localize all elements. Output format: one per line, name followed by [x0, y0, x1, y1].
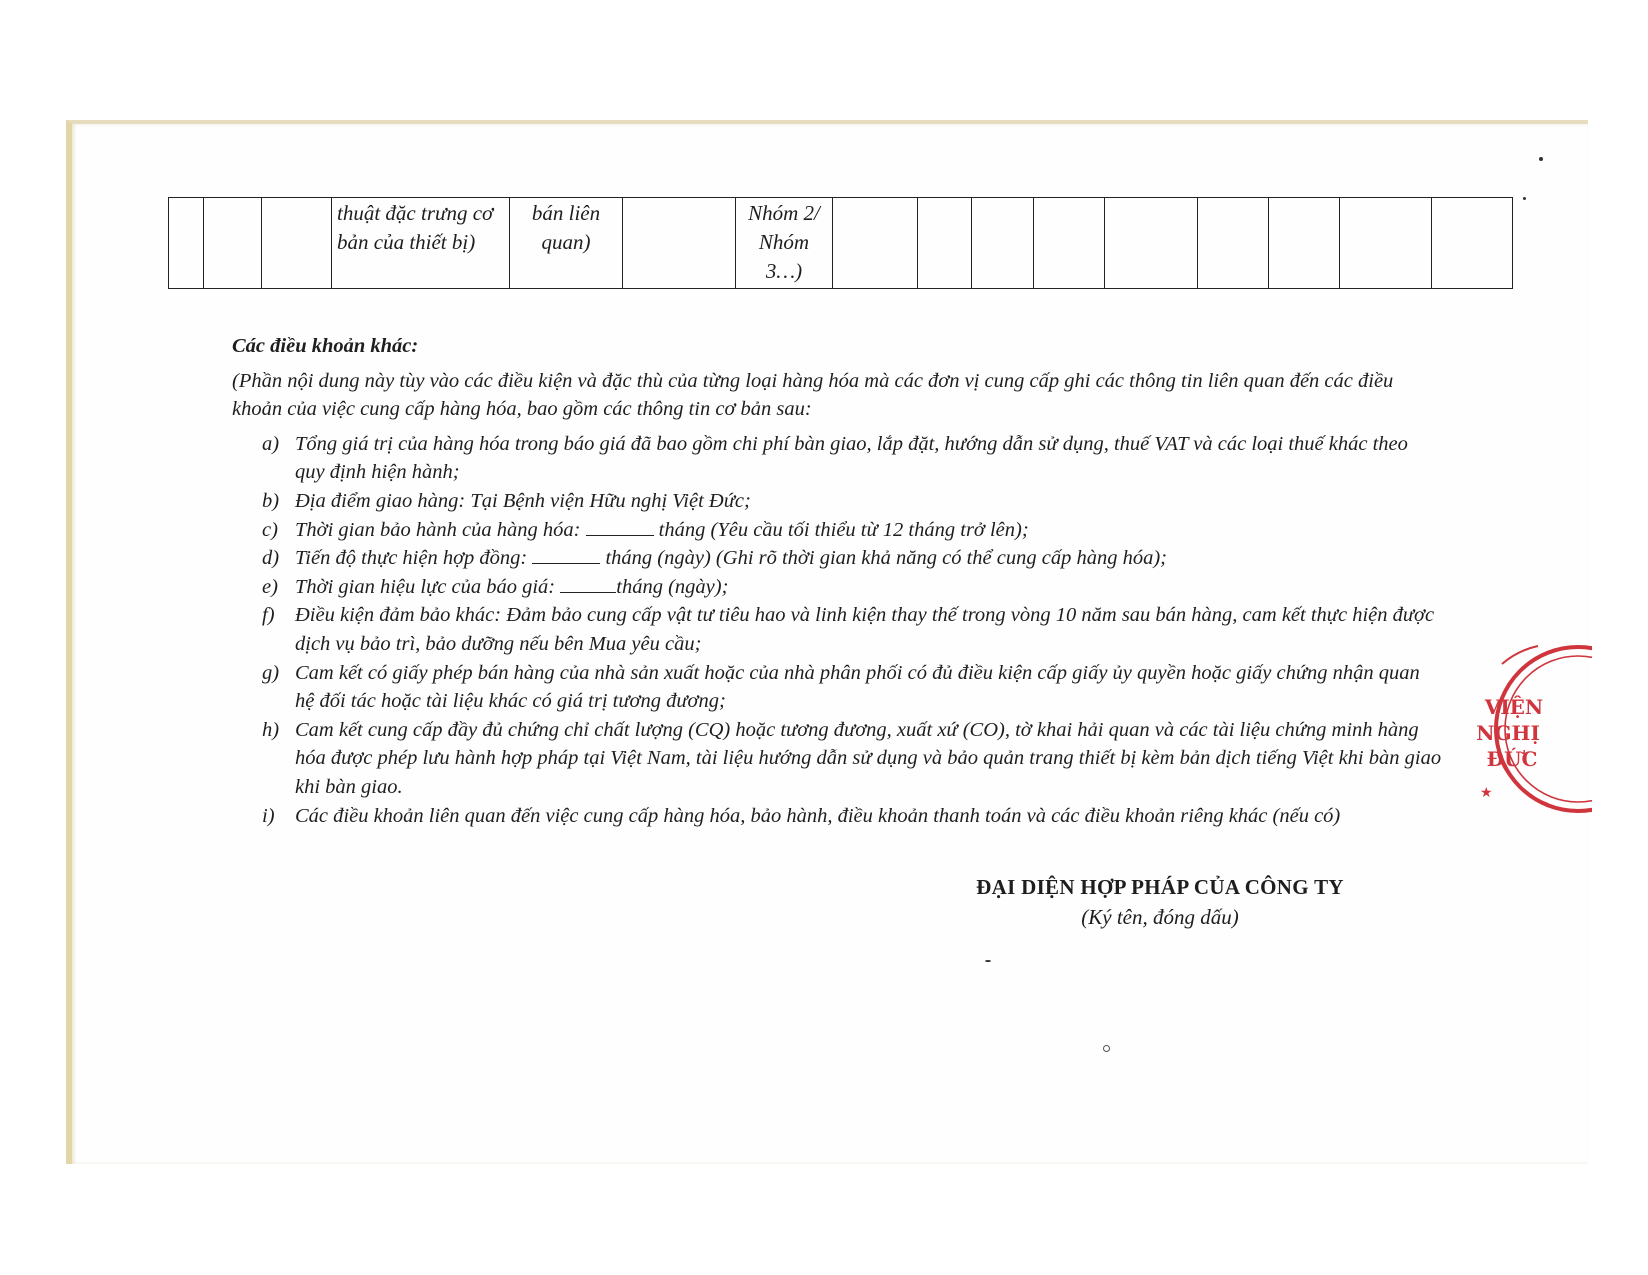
list-item: [262, 544, 1442, 573]
table-row: [169, 198, 1513, 289]
item-marker: b): [262, 489, 280, 512]
red-seal-stamp: [1468, 634, 1592, 824]
other-terms-section: [232, 332, 1442, 830]
signature-title: ĐẠI DIỆN HỢP PHÁP CỦA CÔNG TY: [976, 875, 1344, 899]
seal-graphic: [1468, 634, 1592, 824]
list-item: [262, 716, 1442, 802]
list-item: [262, 601, 1442, 658]
table-cell: [262, 198, 332, 289]
item-marker: f): [262, 604, 275, 627]
table-cell: [833, 198, 918, 289]
signature-note: (Ký tên, đóng dấu): [1081, 905, 1239, 929]
seal-text-line-1: VIỆN: [1484, 695, 1544, 719]
seal-text-line-2: NGHỊ: [1476, 721, 1540, 745]
item-marker: i): [262, 804, 275, 827]
item-marker: e): [262, 575, 278, 598]
list-item: [262, 430, 1442, 487]
item-text: Các điều khoản liên quan đến việc cung cấp hàng hóa, bảo hành, điều khoản thanh toán và các điều khoản riêng khác (nếu có): [295, 804, 1341, 827]
dust-speck: [985, 960, 991, 962]
item-marker: c): [262, 518, 278, 541]
table-cell-related: bán liên quan): [510, 198, 623, 289]
item-text: tháng (ngày) (Ghi rõ thời gian khả năng có thể cung cấp hàng hóa);: [600, 547, 1167, 570]
table-cell: [1034, 198, 1105, 289]
fill-in-blank: [532, 545, 600, 564]
table-cell: [1269, 198, 1340, 289]
item-text: tháng (ngày);: [616, 575, 729, 598]
item-text: Điều kiện đảm bảo khác: Đảm bảo cung cấp vật tư tiêu hao và linh kiện thay thế trong vòng 10 năm sau bán hàng, cam kết thực hiện được dịch vụ bảo trì, bảo dưỡng nếu bên Mua yêu cầu;: [295, 604, 1435, 655]
table-cell: [1340, 198, 1432, 289]
fill-in-blank: [586, 517, 654, 536]
dust-speck: [1103, 1045, 1110, 1052]
table-cell: [204, 198, 262, 289]
item-text: Tiến độ thực hiện hợp đồng:: [295, 547, 533, 570]
item-marker: a): [262, 432, 280, 455]
table-cell: [918, 198, 972, 289]
item-text: Thời gian hiệu lực của báo giá:: [295, 575, 561, 598]
item-marker: g): [262, 661, 280, 684]
dust-speck: [1539, 157, 1543, 161]
list-item: [262, 516, 1442, 545]
signature-block: [900, 872, 1420, 932]
table-cell: [1198, 198, 1269, 289]
table-cell: [1105, 198, 1198, 289]
item-marker: d): [262, 547, 280, 570]
table-cell: [623, 198, 736, 289]
item-text: Thời gian bảo hành của hàng hóa:: [295, 518, 586, 541]
table-cell: [972, 198, 1034, 289]
table-cell: [169, 198, 204, 289]
table-cell-group: Nhóm 2/ Nhóm 3…): [736, 198, 833, 289]
dust-speck: [1523, 197, 1526, 200]
item-text: Tổng giá trị của hàng hóa trong báo giá đã bao gồm chi phí bàn giao, lắp đặt, hướng dẫn sử dụng, thuế VAT và các loại thuế khác theo quy định hiện hành;: [295, 432, 1408, 484]
list-item: [262, 802, 1442, 831]
item-text: Địa điểm giao hàng: Tại Bệnh viện Hữu nghị Việt Đức;: [295, 489, 751, 512]
fill-in-blank: [560, 574, 616, 593]
list-item: [262, 659, 1442, 716]
terms-list: [232, 430, 1442, 830]
list-item: [262, 487, 1442, 516]
section-intro: (Phần nội dung này tùy vào các điều kiện và đặc thù của từng loại hàng hóa mà các đơn vị cung cấp ghi các thông tin liên quan đến các điều khoản của việc cung cấp hàng hóa, bao gồm các thông tin cơ bản sau:: [232, 369, 1394, 421]
table-cell-tech-spec: thuật đặc trưng cơ bản của thiết bị): [332, 198, 510, 289]
item-text: tháng (Yêu cầu tối thiểu từ 12 tháng trở lên);: [653, 518, 1029, 541]
star-icon: ★: [1480, 785, 1493, 801]
list-item: [262, 573, 1442, 602]
item-text: Cam kết cung cấp đầy đủ chứng chỉ chất lượng (CQ) hoặc tương đương, xuất xứ (CO), tờ khai hải quan và các tài liệu chứng minh hàng hóa được phép lưu hành hợp pháp tại Việt Nam, tài liệu hướng dẫn sử dụng và bảo quản trang thiết bị kèm bản dịch tiếng Việt khi bàn giao khi bàn giao.: [295, 718, 1442, 798]
seal-text-line-3: ĐỨC: [1486, 747, 1538, 771]
item-marker: h): [262, 718, 280, 741]
spec-table-fragment: [168, 197, 1513, 289]
item-text: Cam kết có giấy phép bán hàng của nhà sản xuất hoặc của nhà phân phối có đủ điều kiện cấp giấy ủy quyền hoặc giấy chứng nhận quan hệ đối tác hoặc tài liệu khác có giá trị tương đương;: [295, 661, 1420, 713]
table-cell: [1432, 198, 1513, 289]
section-heading: Các điều khoản khác:: [232, 335, 419, 357]
